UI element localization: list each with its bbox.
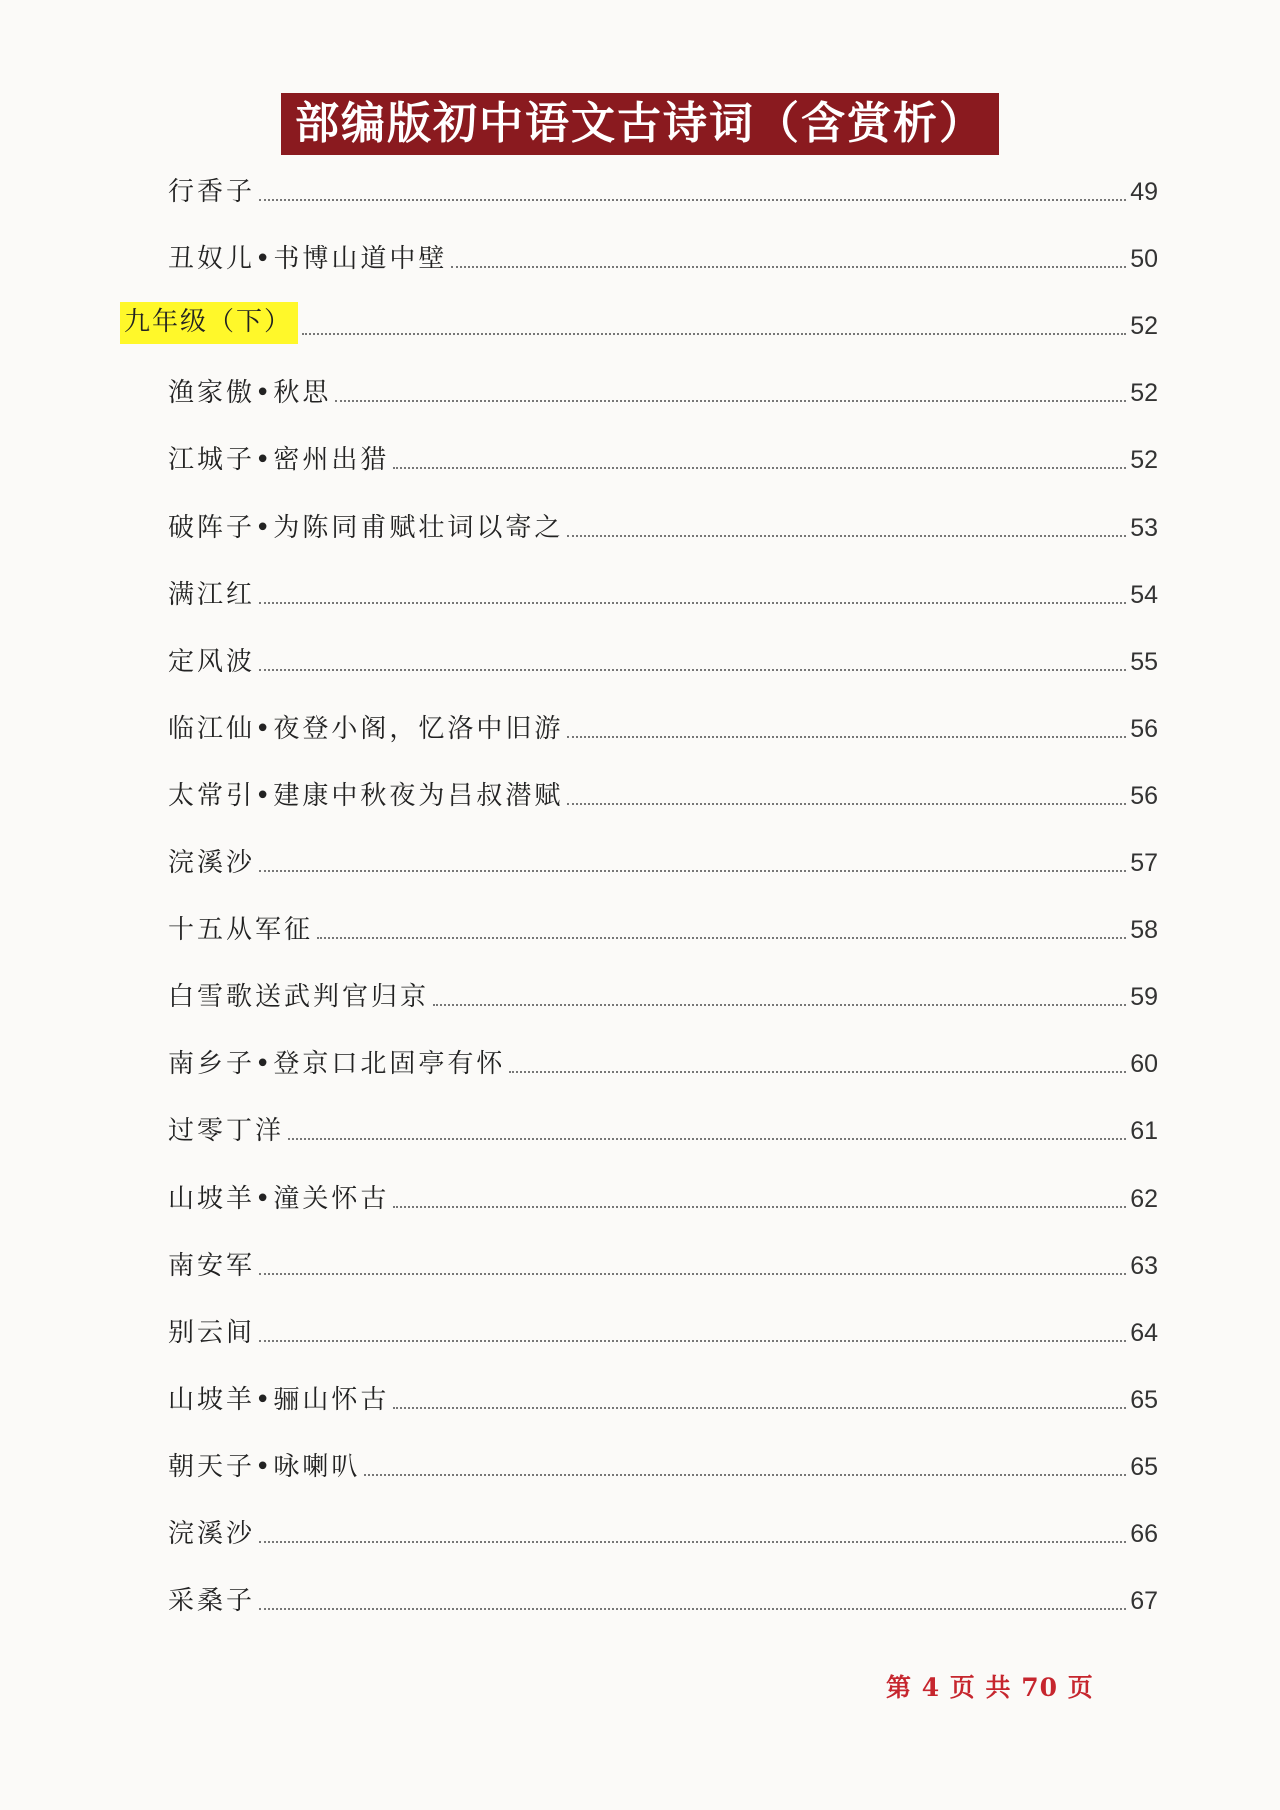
- dot-leader: [259, 1540, 1126, 1543]
- toc-entry[interactable]: [168, 1512, 1158, 1552]
- toc-entry-page: 57: [1130, 849, 1158, 877]
- toc-entry-page: 52: [1130, 379, 1158, 407]
- toc-entry-page: 62: [1130, 1185, 1158, 1213]
- toc-entry[interactable]: [168, 1311, 1158, 1351]
- toc-entry-title: 山坡羊•潼关怀古: [168, 1184, 390, 1214]
- toc-entry[interactable]: [168, 1109, 1158, 1149]
- toc-entry-page: 55: [1130, 648, 1158, 676]
- toc-entry-title: 别云间: [168, 1318, 256, 1348]
- toc-entry[interactable]: [168, 1244, 1158, 1284]
- toc-entry-title: 浣溪沙: [168, 848, 256, 878]
- toc-entry[interactable]: [168, 1177, 1158, 1217]
- toc-entry-title: 朝天子•咏喇叭: [168, 1452, 361, 1482]
- toc-entry-title: 采桑子: [168, 1586, 256, 1616]
- toc-entry-title: 浣溪沙: [168, 1519, 256, 1549]
- title-banner: [0, 93, 1280, 155]
- toc-entry-title: 满江红: [168, 580, 256, 610]
- toc-entry-page: 53: [1130, 514, 1158, 542]
- dot-leader: [393, 1205, 1126, 1208]
- toc-entry-title: 江城子•密州出猎: [168, 445, 390, 475]
- toc-entry[interactable]: [168, 573, 1158, 613]
- dot-leader: [259, 668, 1126, 671]
- dot-leader: [451, 265, 1126, 268]
- toc-entry-title: 白雪歌送武判官归京: [168, 982, 430, 1012]
- toc-entry-title: 南安军: [168, 1251, 256, 1281]
- toc-entry-title: 行香子: [168, 177, 256, 207]
- toc-entry-title: 丑奴儿•书博山道中壁: [168, 244, 448, 274]
- toc-entry-page: 49: [1130, 178, 1158, 206]
- dot-leader: [259, 198, 1126, 201]
- dot-leader: [393, 466, 1126, 469]
- dot-leader: [302, 332, 1126, 335]
- toc-entry-title: 临江仙•夜登小阁，忆洛中旧游: [168, 714, 564, 744]
- toc-entry-page: 59: [1130, 983, 1158, 1011]
- toc-entry-page: 58: [1130, 916, 1158, 944]
- dot-leader: [335, 399, 1126, 402]
- dot-leader: [393, 1406, 1126, 1409]
- toc-entry-title: 南乡子•登京口北固亭有怀: [168, 1049, 506, 1079]
- dot-leader: [259, 601, 1126, 604]
- toc-entry[interactable]: [168, 841, 1158, 881]
- page-title: 部编版初中语文古诗词（含赏析）: [281, 93, 999, 155]
- toc-entry-page: 65: [1130, 1453, 1158, 1481]
- toc-section-heading[interactable]: [120, 304, 1158, 344]
- toc-entry-title: 十五从军征: [168, 915, 314, 945]
- toc-entry-page: 64: [1130, 1319, 1158, 1347]
- toc-entry-page: 60: [1130, 1050, 1158, 1078]
- toc-entry[interactable]: [168, 774, 1158, 814]
- toc-entry[interactable]: [168, 506, 1158, 546]
- toc-entry-title: 过零丁洋: [168, 1116, 285, 1146]
- toc-entry-page: 52: [1130, 446, 1158, 474]
- toc-entry-page: 61: [1130, 1117, 1158, 1145]
- toc-entry[interactable]: [168, 237, 1158, 277]
- dot-leader: [317, 936, 1126, 939]
- dot-leader: [567, 735, 1126, 738]
- toc-entry-page: 66: [1130, 1520, 1158, 1548]
- toc-entry-page: 50: [1130, 245, 1158, 273]
- dot-leader: [364, 1473, 1126, 1476]
- toc-entry[interactable]: [168, 438, 1158, 478]
- toc-entry[interactable]: [168, 371, 1158, 411]
- dot-leader: [509, 1070, 1126, 1073]
- toc-entry-page: 54: [1130, 581, 1158, 609]
- toc-entry-page: 65: [1130, 1386, 1158, 1414]
- toc-entry-page: 56: [1130, 715, 1158, 743]
- toc-entry[interactable]: [168, 1445, 1158, 1485]
- dot-leader: [433, 1003, 1126, 1006]
- toc-entry-title: 九年级（下）: [120, 302, 298, 344]
- toc-entry[interactable]: [168, 640, 1158, 680]
- toc-entry-title: 破阵子•为陈同甫赋壮词以寄之: [168, 513, 564, 543]
- toc-entry-title: 太常引•建康中秋夜为吕叔潜赋: [168, 781, 564, 811]
- dot-leader: [259, 1272, 1126, 1275]
- toc-entry[interactable]: [168, 170, 1158, 210]
- page-number-footer: 第 4 页 共 70 页: [886, 1673, 1094, 1702]
- toc-entry[interactable]: [168, 975, 1158, 1015]
- toc-entry-page: 56: [1130, 782, 1158, 810]
- dot-leader: [567, 534, 1126, 537]
- dot-leader: [259, 1339, 1126, 1342]
- toc-entry[interactable]: [168, 1579, 1158, 1619]
- toc-entry-page: 63: [1130, 1252, 1158, 1280]
- toc-entry-title: 渔家傲•秋思: [168, 378, 332, 408]
- toc-entry-page: 67: [1130, 1587, 1158, 1615]
- dot-leader: [259, 1607, 1126, 1610]
- dot-leader: [567, 802, 1126, 805]
- toc-entry-page: 52: [1130, 312, 1158, 340]
- toc-entry[interactable]: [168, 707, 1158, 747]
- dot-leader: [288, 1137, 1126, 1140]
- toc-entry-title: 定风波: [168, 647, 256, 677]
- toc-entry[interactable]: [168, 1042, 1158, 1082]
- dot-leader: [259, 869, 1126, 872]
- toc-entry[interactable]: [168, 1378, 1158, 1418]
- toc-entry[interactable]: [168, 908, 1158, 948]
- toc-entry-title: 山坡羊•骊山怀古: [168, 1385, 390, 1415]
